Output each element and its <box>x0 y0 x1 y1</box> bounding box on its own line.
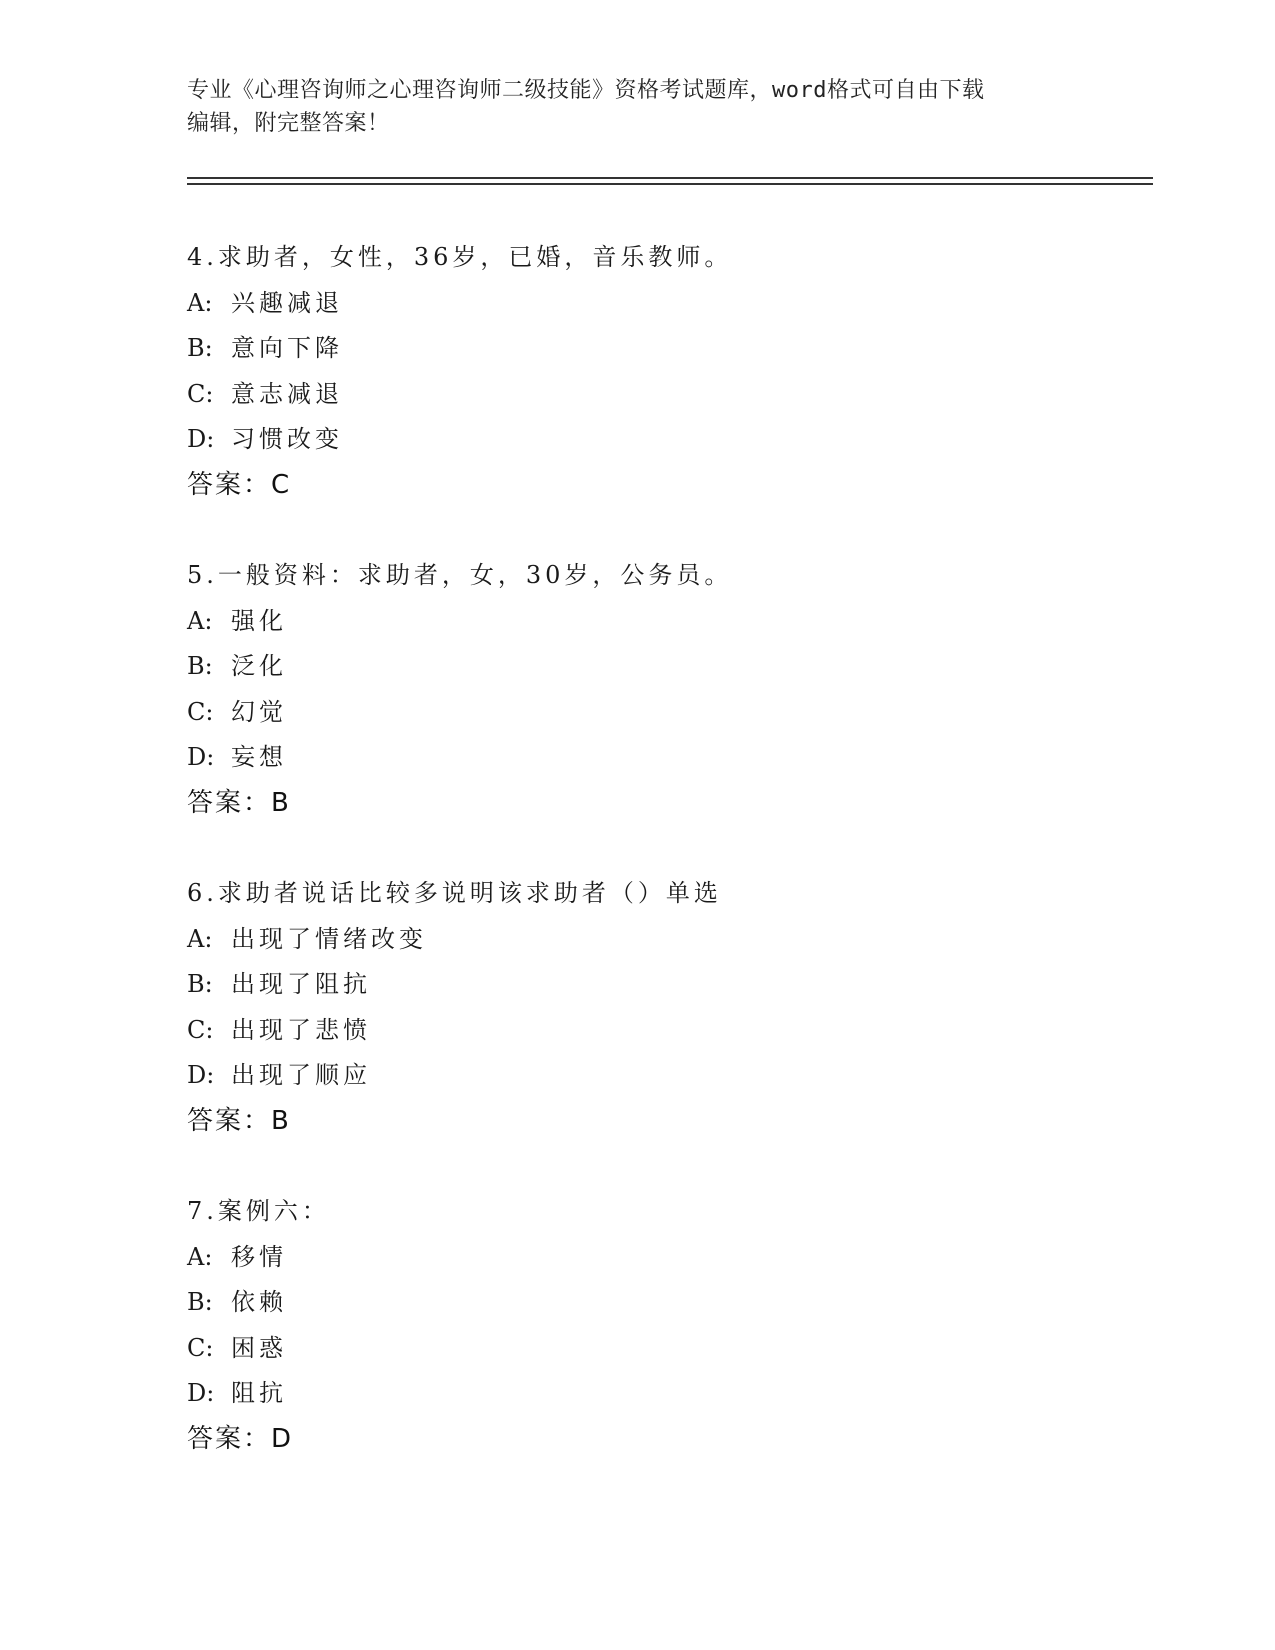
question-stem: 6.求助者说话比较多说明该求助者（）单选 <box>187 879 722 907</box>
option-text: 困惑 <box>231 1333 287 1362</box>
option-text: 兴趣减退 <box>231 288 343 317</box>
header-divider-top <box>187 177 1153 179</box>
question-stem: 5.一般资料：求助者，女，30岁，公务员。 <box>187 561 733 589</box>
question-4 <box>187 235 1137 508</box>
answer: 答案：B <box>187 1105 291 1136</box>
option-d <box>187 417 1137 463</box>
option-text: 意志减退 <box>231 379 343 408</box>
question-stem: 4.求助者，女性，36岁，已婚，音乐教师。 <box>187 243 733 271</box>
option-letter: D: <box>187 1061 215 1089</box>
question-6 <box>187 871 1137 1144</box>
option-text: 依赖 <box>231 1288 287 1316</box>
option-text: 移情 <box>231 1242 287 1271</box>
option-text: 阻抗 <box>231 1379 287 1407</box>
option-letter: A: <box>187 606 213 635</box>
option-c <box>187 1008 1137 1054</box>
option-b <box>187 962 1137 1008</box>
option-text: 习惯改变 <box>231 425 343 453</box>
header-line-1: 专业《心理咨询师之心理咨询师二级技能》资格考试题库，word格式可自由下载 <box>187 78 985 103</box>
option-text: 出现了悲愤 <box>231 1015 371 1044</box>
option-b <box>187 1280 1137 1326</box>
option-text: 强化 <box>231 606 287 635</box>
option-letter: C: <box>187 1015 214 1044</box>
option-letter: D: <box>187 425 215 453</box>
option-letter: B: <box>187 970 213 998</box>
header-line-2: 编辑，附完整答案！ <box>187 111 390 136</box>
option-d <box>187 1053 1137 1099</box>
document-header <box>187 74 1077 140</box>
option-letter: D: <box>187 743 215 771</box>
option-b <box>187 326 1137 372</box>
option-c <box>187 690 1137 736</box>
option-b <box>187 644 1137 690</box>
option-letter: B: <box>187 334 213 362</box>
option-a <box>187 1235 1137 1281</box>
option-a <box>187 281 1137 327</box>
question-list <box>187 235 1137 1507</box>
option-a <box>187 599 1137 645</box>
answer: 答案：D <box>187 1423 294 1454</box>
option-text: 出现了顺应 <box>231 1061 371 1089</box>
question-5 <box>187 553 1137 826</box>
answer: 答案：C <box>187 469 292 500</box>
question-stem: 7.案例六： <box>187 1197 330 1225</box>
option-letter: C: <box>187 379 214 408</box>
option-letter: A: <box>187 288 213 317</box>
option-c <box>187 372 1137 418</box>
option-text: 妄想 <box>231 743 287 771</box>
option-letter: D: <box>187 1379 215 1407</box>
option-letter: C: <box>187 697 214 726</box>
option-a <box>187 917 1137 963</box>
answer: 答案：B <box>187 787 291 818</box>
option-text: 出现了阻抗 <box>231 970 371 998</box>
option-letter: B: <box>187 652 213 680</box>
option-text: 意向下降 <box>231 334 343 362</box>
option-text: 出现了情绪改变 <box>231 924 427 953</box>
option-text: 泛化 <box>231 652 287 680</box>
option-letter: C: <box>187 1333 214 1362</box>
question-7 <box>187 1189 1137 1462</box>
option-text: 幻觉 <box>231 697 287 726</box>
option-c <box>187 1326 1137 1372</box>
option-d <box>187 735 1137 781</box>
option-letter: A: <box>187 924 213 953</box>
option-d <box>187 1371 1137 1417</box>
option-letter: B: <box>187 1288 213 1316</box>
header-divider-bottom <box>187 183 1153 185</box>
option-letter: A: <box>187 1242 213 1271</box>
